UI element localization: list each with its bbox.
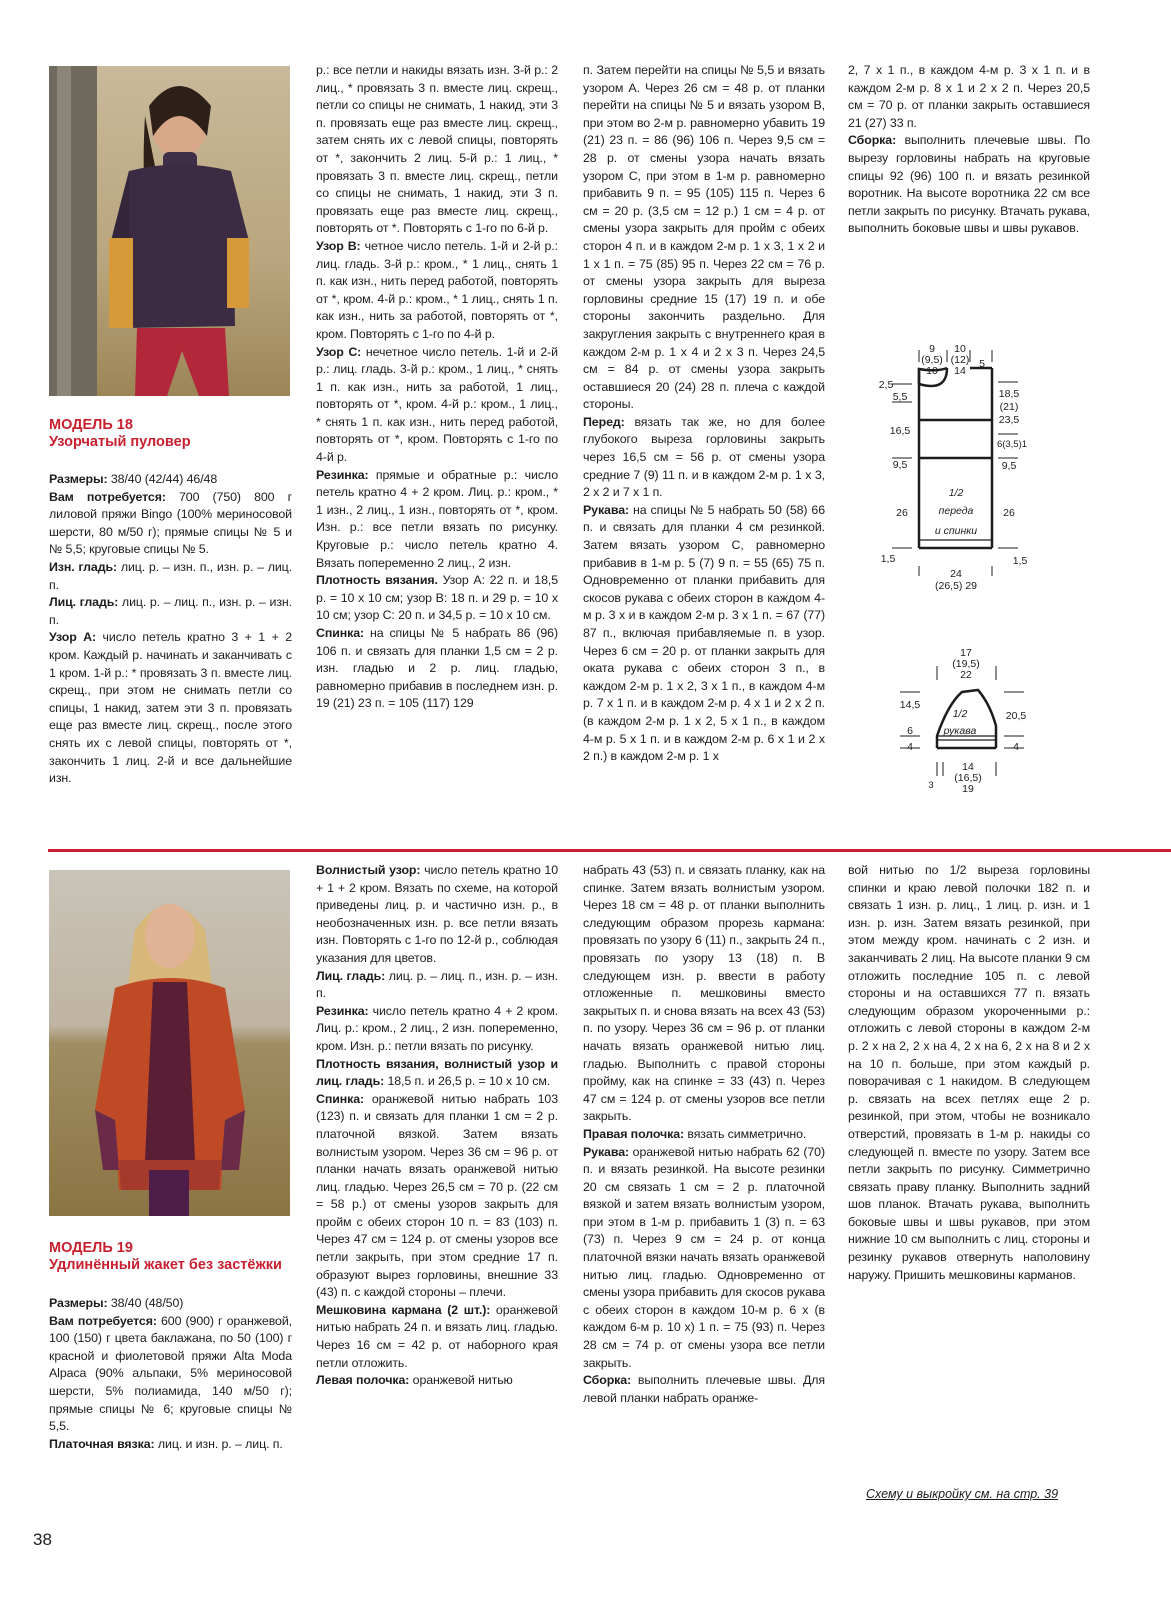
paragraph	[49, 1436, 292, 1454]
paragraph	[316, 625, 558, 713]
paragraph-text: нечетное число петель. 1-й и 2-й р.: лиц. гладь. 3-й р.: кром., 1 лиц., * снять 1 п. как изн., нить за работой, 1 лиц., повторять от *, кром. 4-й р.: кром., 1 лиц., * снять 1 п. как изн., нить перед работой, повторять от *, кром. Повторять с 1-го по 4-й р.	[316, 344, 558, 465]
sleeve-right-b: 4	[1013, 741, 1019, 753]
paragraph	[316, 1003, 558, 1056]
paragraph	[49, 471, 292, 489]
diag-left-c: 16,5	[889, 425, 911, 437]
paragraph-text: число петель кратно 10 + 1 + 2 кром. Вязать по схеме, на которой приведены лиц. р. и частично изн. р., в необозначенных изн. р. все петли вязать изн. Повторять с 1-го по 12-й р., соблюдая указания для цветов.	[316, 863, 558, 965]
diag-top-3: 5	[979, 358, 985, 370]
model18-title: МОДЕЛЬ 18	[49, 417, 133, 433]
paragraph-text: выполнить плечевые швы. Для левой планки набрать оранже-	[583, 1373, 825, 1405]
model19-title: МОДЕЛЬ 19	[49, 1240, 133, 1256]
paragraph	[316, 1091, 558, 1302]
paragraph-heading: Плотность вязания.	[316, 573, 438, 588]
paragraph	[316, 1372, 558, 1390]
paragraph	[583, 1144, 825, 1373]
paragraph-heading: Узор А:	[49, 630, 97, 645]
paragraph	[583, 1372, 825, 1407]
paragraph-text: 600 (900) г оранжевой, 100 (150) г цвета баклажана, по 50 (100) г красной и фиолетовой пряжи Alta Moda Alpaca (90% альпаки, 5% мериносовой шерсти, 5% полиамида, 140 м/50 г); прямые спицы № 6; круговые спицы № 5,5.	[49, 1313, 293, 1434]
sleeve-left-c: 4	[907, 741, 913, 753]
diag-right-f: 26	[1003, 507, 1015, 519]
paragraph-heading: Изн. гладь:	[49, 559, 118, 574]
paragraph-text: набрать 43 (53) п. и связать планку, как на спинке. Затем вязать волнистым узором. Через 18 см = 48 р. от планки выполнить следующим образом прорезь кармана: провязать по узору 6 (11) п., закрыть 24 п., провязать по узору 13 (18) п. В следующем изн. р. ввести в работу отложенные п. мешковины вместо закрытых п. и снова вязать на всех 43 (53) п. по узору. Через 36 см = 96 р. от планки начать вязать оранжевой нитью лиц. гладью. Выполнить с правой стороны пройму, как на спинке = 33 (43) п. Через 47 см = 124 р. от смены узоров все петли закрыть.	[583, 863, 825, 1124]
diag-center-1: 1/2	[948, 487, 964, 499]
diag-top-2b: (12)	[950, 354, 970, 366]
paragraph	[848, 62, 1090, 132]
paragraph-text: 38/40 (42/44) 46/48	[107, 472, 218, 486]
model19-subtitle: Удлинённый жакет без застёжки	[49, 1257, 282, 1273]
paragraph	[316, 968, 558, 1003]
paragraph-text: число петель кратно 3 + 1 + 2 кром. Каждый р. начинать и заканчивать с 1 кром. 1-й р.: * провязать 3 п. вместе лиц. скрещ., при этом не снимать петли со спицы, 1 накид, затем эти 3 п. провязать еще раз вместе лиц. скрещ., после этого снять их с левой спицы, повторять от *, закончить 1 лиц. 2-й и все дальнейшие изн.	[49, 630, 292, 786]
paragraph-text: 38/40 (48/50)	[107, 1296, 184, 1310]
paragraph-heading: Плотность вязания, волнистый узор и лиц. гладь:	[316, 1056, 558, 1089]
paragraph	[316, 572, 558, 625]
page-number: 38	[33, 1530, 52, 1549]
paragraph	[316, 1056, 558, 1091]
paragraph-heading: Волнистый узор:	[316, 863, 421, 877]
diag-top-1b: (9,5)	[921, 354, 943, 366]
model18-photo	[49, 66, 290, 396]
paragraph	[848, 132, 1090, 238]
diag-top-2: 10	[954, 343, 966, 355]
diag-bottom-1: 24	[950, 568, 962, 580]
paragraph-text: р.: все петли и накиды вязать изн. 3-й р.: 2 лиц., * провязать 3 п. вместе лиц. скрещ., петли со спицы не снимать, 1 накид, эти 3 п. провязать еще раз вместе лиц. скрещ., затем снять их с левой спицы, повторять от *, закончить 2 лиц. 5-й р.: 1 лиц., * провязать 3 п. вместе лиц. скрещ., петли со спицы не снимать, 1 накид, эти 3 п. провязать еще раз вместе лиц. скрещ., повторять от *. Повторять с 1-го по 6-й р.	[316, 63, 558, 236]
paragraph	[49, 489, 292, 559]
model19-column-1	[49, 1295, 292, 1453]
paragraph	[583, 414, 825, 502]
diag-right-e: 9,5	[1001, 460, 1017, 472]
paragraph-heading: Перед:	[583, 414, 625, 429]
diag-right-c: 23,5	[998, 414, 1020, 426]
model18-column-2	[316, 62, 558, 713]
paragraph	[49, 594, 292, 629]
paragraph-heading: Рукава:	[583, 1144, 630, 1159]
diag-right-a: 18,5	[998, 388, 1020, 400]
paragraph-heading: Рукава:	[583, 502, 630, 517]
paragraph-text: лиц. р. – лиц. п., изн. р. – изн. п.	[316, 968, 558, 1001]
paragraph	[583, 62, 825, 414]
diag-left-f: 1,5	[880, 553, 896, 565]
sleeve-right-a: 20,5	[1005, 710, 1027, 722]
paragraph-text: 700 (750) 800 г лиловой пряжи Bingo (100% мериносовой шерсти, 80 м/50 г); прямые спицы № 5 и № 5,5; круговые спицы № 5.	[49, 489, 292, 557]
paragraph-heading: Спинка:	[316, 626, 365, 640]
model19-photo	[49, 870, 290, 1216]
diag-right-b: (21)	[999, 401, 1019, 413]
paragraph-text: оранжевой нитью	[409, 1373, 513, 1388]
paragraph-text: вязать так же, но для более глубокого выреза горловины закрыть через 16,5 см = 56 р. от смены узора средние 7 (9) 11 п. и в каждом 2-м р. 1 х 3, 2 х 2 и 7 х 1 п.	[583, 414, 825, 500]
paragraph-heading: Размеры:	[49, 472, 108, 486]
diag-top-1c: 10	[926, 365, 938, 377]
paragraph-heading: Левая полочка:	[316, 1373, 410, 1388]
paragraph-heading: Резинка:	[316, 467, 369, 482]
paragraph	[316, 862, 558, 968]
paragraph-text: вой нитью по 1/2 выреза горловины спинки и краю левой полочки 182 п. и связать 1 изн. р. лиц., 1 лиц. р. изн. и 1 изн. р. изн. Затем вязать резинкой, при этом между кром. начинать с 2 изн. и заканчивать 2 лиц. На высоте планки 9 см отложить последние 105 п. с левой стороны и на оставшихся 77 п. вязать следующим образом укороченными р.: отложить с левой стороны в каждом 2-м р. 2 х на 2, 2 х на 4, 2 х на 6, 2 х на 8 и 2 х на 10 п. больше, при этом каждый р. поворачивая с 1 накидом. В следующем р. связать на всех петлях еще 2 р. резинкой, при этом, чтобы не возникало отверстий, провязать в 1-м р. накиды со следующей п. вместе по узору. Затем все петли закрыть по рисунку. Симметрично связать праву планку. Выполнить задний шов планок. Втачать рукава, выполнить боковые швы и швы рукавов, при этом нижние 10 см выполнить с лиц. стороны и резинку рукавов отвернуть наполовину наружу. Пришить мешковины карманов.	[848, 863, 1090, 1282]
paragraph-heading: Лиц. гладь:	[49, 595, 119, 610]
paragraph-heading: Резинка:	[316, 1003, 369, 1018]
sleeve-top-1: 17	[960, 647, 972, 659]
paragraph-text: Узор А: 22 п. и 18,5 р. = 10 х 10 см; узор В: 18 п. и 29 р. = 10 х 10 см; узор С: 20 п. и 34,5 р. = 10 х 10 см.	[316, 573, 558, 623]
sleeve-left-a: 14,5	[899, 699, 921, 711]
paragraph	[316, 238, 558, 344]
paragraph	[848, 862, 1090, 1284]
paragraph	[316, 467, 558, 573]
diag-bottom-2: (26,5) 29	[934, 580, 978, 592]
paragraph-heading: Узор В:	[316, 238, 361, 253]
sleeve-center-1: 1/2	[952, 708, 968, 720]
paragraph-heading: Спинка:	[316, 1091, 365, 1106]
paragraph-text: п. Затем перейти на спицы № 5,5 и вязать узором А. Через 26 см = 48 р. от планки перейти на спицы № 5 и вязать узором В, при этом во 2-м р. равномерно убавить 19 (21) 23 п. = 86 (96) 106 п. Через 9,5 см = 28 р. от смены узора начать вязать узором С, при этом в 1-м р. равномерно прибавить 9 п. = 95 (105) 115 п. Через 6 см = 20 р. (3,5 см = 12 р.) 1 см = 4 р. от смены узора закрыть для пройм с обеих сторон 4 п. и в каждом 2-м р. 1 х 3, 1 х 2 и 1 х 1 п. = 75 (85) 95 п. Через 22 см = 76 р. от смены узора закрыть для выреза горловины средние 15 (17) 19 п. и обе стороны закончить раздельно. Для закругления закрыть с внутреннего края в каждом 2-м р. 1 х 4 и 2 х 3 п. Через 24,5 см = 84 р. от смены узора закрыть оставшиеся 20 (24) 28 п. плеча с каждой стороны.	[583, 63, 825, 412]
paragraph-heading: Вам потребуется:	[49, 1313, 157, 1328]
paragraph-heading: Сборка:	[583, 1373, 632, 1388]
paragraph	[49, 629, 292, 787]
sleeve-bottom-3: 19	[962, 783, 974, 794]
sleeve-left-b: 6	[907, 725, 913, 737]
paragraph-text: 2, 7 х 1 п., в каждом 4-м р. 3 х 1 п. и в каждом 2-м р. 8 х 1 и 2 х 2 п. Через 20,5 см = 70 р. от планки закрыть оставшиеся 21 (27) 33 п.	[848, 63, 1090, 130]
model19-column-4	[848, 862, 1090, 1284]
diag-top-2c: 14	[954, 365, 966, 377]
paragraph	[583, 502, 825, 766]
diag-center-2: переда	[938, 505, 974, 517]
paragraph	[583, 1126, 825, 1144]
paragraph-text: оранжевой нитью набрать 62 (70) п. и вязать резинкой. На высоте резинки 20 см связать 1 см = 2 р. платочной вязкой и затем вязать волнистым узором, при этом в 1-м р. прибавить 1 (3) п. = 63 (73) п. Через 9 см = 24 р. от конца платочной вязки начать вязать оранжевой нитью лиц. гладью. Одновременно от смены узора прибавить для скосов рукава с обеих сторон в каждом 10-м р. 6 х (в каждом 6-м р. 10 х) 1 п. = 75 (93) п. Через 28 см = 74 р. от смены узора все петли закрыть.	[583, 1144, 825, 1370]
sleeve-top-3: 22	[960, 669, 972, 681]
model18-column-3	[583, 62, 825, 766]
diag-center-3: и спинки	[934, 525, 978, 537]
paragraph-text: на спицы № 5 набрать 86 (96) 106 п. и связать для планки 1,5 см = 2 р. изн. гладью и 2 р. лиц. гладью, равномерно прибавив в последнем изн. р. 19 (21) 23 п. = 105 (117) 129	[316, 626, 558, 711]
model19-column-3	[583, 862, 825, 1407]
paragraph-text: четное число петель. 1-й и 2-й р.: лиц. гладь. 3-й р.: кром., * 1 лиц., снять 1 п. как изн., нить перед работой, повторять от *, кром. 4-й р.: кром., * 1 лиц., снять 1 п. как изн., нить за работой, повторять от *, кром. Повторять с 1-го по 4-й р.	[316, 238, 558, 341]
paragraph-text: на спицы № 5 набрать 50 (58) 66 п. и связать для планки 4 см резинкой. Затем вязать узором С, равномерно прибавив в 1-м р. 5 (7) 9 п. = 55 (65) 75 п. Одновременно от планки прибавить для скосов рукава с обеих сторон в каждом 4-м р. 3 х и в каждом 2-м р. 3 х 1 п. = 67 (77) 87 п., включая прибавляемые п. в узор. Через 6 см = 20 р. от планки закрыть для оката рукава с обеих сторон 3 п., в каждом 2-м р. 1 х 2, 3 х 1 п., в каждом 4-м р. 7 х 1 п. и в каждом 2-м р. 4 х 1 и 2 х 2 п. (в каждом 2-м р. 1 х 2, 5 х 1 п., в каждом 4-м р. 5 х 1 п. и в каждом 2-м р. 6 х 1 и 2 х 2 п.) в каждом 2-м р. 1 х	[583, 502, 825, 764]
model18-subtitle: Узорчатый пуловер	[49, 434, 191, 450]
section-divider	[48, 849, 1171, 852]
paragraph-text: лиц. р. – лиц. п., изн. р. – изн. п.	[49, 595, 292, 627]
model19-photo-illustration	[49, 870, 290, 1216]
diag-top-1: 9	[929, 343, 935, 355]
model18-photo-illustration	[49, 66, 290, 396]
paragraph	[49, 1313, 292, 1436]
sleeve-top-2: (19,5)	[952, 658, 980, 670]
sleeve-pattern-diagram	[890, 644, 1040, 794]
paragraph-text: 18,5 п. и 26,5 р. = 10 х 10 см.	[384, 1074, 551, 1089]
diag-left-b: 5,5	[892, 391, 908, 403]
schema-reference: Схему и выкройку см. на стр. 39	[866, 1487, 1059, 1501]
paragraph-heading: Правая полочка:	[583, 1126, 685, 1141]
paragraph	[316, 1302, 558, 1372]
paragraph-text: лиц. р. – изн. п., изн. р. – лиц. п.	[49, 559, 292, 592]
paragraph-heading: Вам потребуется:	[49, 489, 166, 504]
paragraph-heading: Лиц. гладь:	[316, 968, 386, 983]
diag-right-d: 6(3,5)1	[996, 439, 1028, 450]
paragraph-text: оранжевой нитью набрать 103 (123) п. и связать для планки 1 см = 2 р. платочной вязкой. Затем вязать волнистым узором. Через 36 см = 96 р. от планки начать вязать оранжевой нитью лиц. гладью. Через 26,5 см = 70 р. (22 см = 58 р.) от смены узоров закрыть для пройм с обеих сторон 10 п. = 83 (103) п. Через 47 см = 124 р. от смены узоров все петли закрыть, при этом средние 17 п. образуют вырез горловины, внешние 33 (43) п. с каждой стороны – плечи.	[316, 1091, 558, 1300]
paragraph	[49, 559, 292, 594]
sleeve-bottom-left: 3	[928, 780, 934, 791]
paragraph	[583, 862, 825, 1126]
paragraph	[49, 1295, 292, 1313]
paragraph-text: выполнить плечевые швы. По вырезу горловины набрать на круговые спицы 92 (96) 100 п. и вязать резинкой воротник. На высоте воротника 22 см все петли закрыть по рисунку. Втачать рукава, выполнить боковые швы и швы рукавов.	[848, 133, 1090, 236]
paragraph-heading: Узор С:	[316, 344, 362, 359]
paragraph-heading: Платочная вязка:	[49, 1436, 155, 1451]
paragraph-text: число петель кратно 4 + 2 кром. Лиц. р.: кром., 2 лиц., 2 изн. попеременно, кром. Изн. р.: петли вязать по рисунку.	[316, 1003, 558, 1053]
paragraph-heading: Сборка:	[848, 133, 897, 148]
sleeve-bottom-2: (16,5)	[954, 772, 982, 784]
diag-left-e: 26	[896, 507, 908, 519]
model18-column-1	[49, 471, 292, 788]
sleeve-bottom-1: 14	[962, 761, 974, 773]
body-pattern-diagram	[872, 340, 1042, 595]
model18-column-4	[848, 62, 1090, 238]
paragraph	[316, 344, 558, 467]
diag-left-d: 9,5	[892, 459, 908, 471]
paragraph	[316, 62, 558, 238]
diag-right-g: 1,5	[1012, 555, 1028, 567]
paragraph-heading: Мешковина кармана (2 шт.):	[316, 1302, 491, 1317]
model19-column-2	[316, 862, 558, 1390]
paragraph-text: вязать симметрично.	[684, 1126, 807, 1141]
paragraph-text: прямые и обратные р.: число петель кратно 4 + 2 кром. Лиц. р.: кром., * 1 изн., 2 лиц., 1 изн., повторять от *, кром. Изн. р.: все петли вязать по рисунку. Круговые р.: число петель кратно 4. Вязать попеременно 2 лиц., 2 изн.	[316, 467, 558, 570]
diag-left-a: 2,5	[878, 379, 894, 391]
sleeve-center-2: рукава	[943, 725, 977, 737]
paragraph-text: оранжевой нитью набрать 24 п. и вязать лиц. гладью. Через 16 см = 42 р. от наборного края петли отложить.	[316, 1302, 558, 1370]
paragraph-heading: Размеры:	[49, 1296, 108, 1310]
paragraph-text: лиц. и изн. р. – лиц. п.	[154, 1436, 283, 1451]
